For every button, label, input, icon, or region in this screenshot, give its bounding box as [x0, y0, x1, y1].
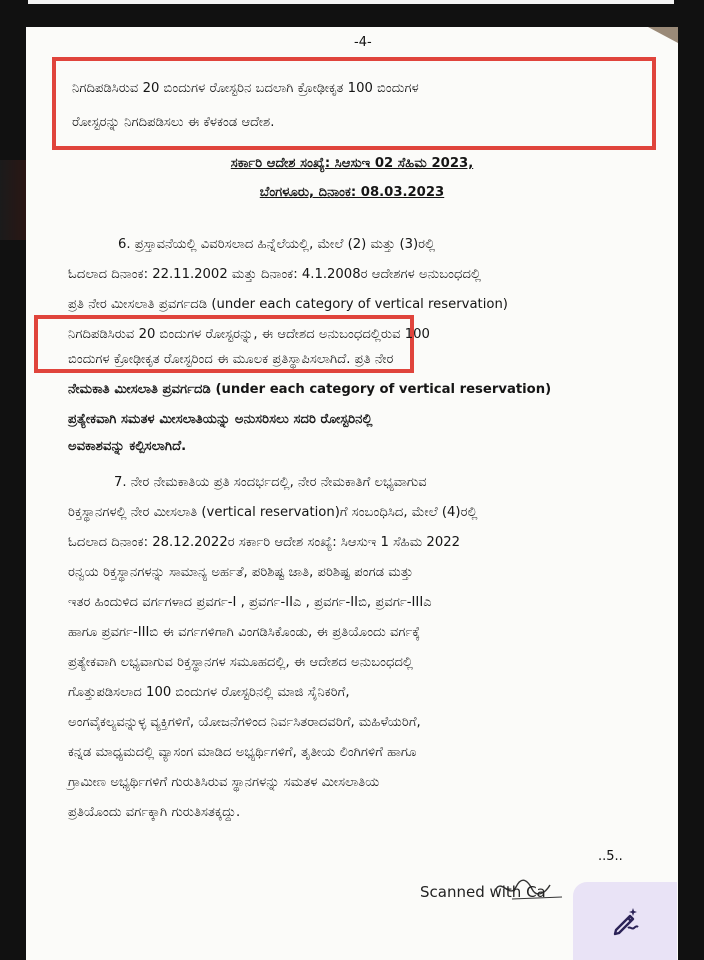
highlight-box-intro: [52, 57, 656, 150]
intro-line-2: ರೋಸ್ಟರನ್ನು ನಿಗದಿಪಡಿಸಲು ಈ ಕೆಳಕಂಡ ಆದೇಶ.: [72, 115, 275, 130]
intro-line-1: ನಿಗದಿಪಡಿಸಿರುವ 20 ಬಿಂದುಗಳ ರೋಸ್ಟರಿನ ಬದಲಾಗಿ ಕ್ರೋಢೀಕೃತ 100 ಬಿಂದುಗಳ: [72, 81, 419, 96]
para6-line-2: ಓದಲಾದ ದಿನಾಂಕ: 22.11.2002 ಮತ್ತು ದಿನಾಂಕ: 4.1.2008ರ ಆದೇಶಗಳ ಅನುಬಂಧದಲ್ಲಿ: [68, 267, 482, 282]
page-number: -4-: [354, 35, 372, 50]
para7-line-8: ಗೊತ್ತುಪಡಿಸಲಾದ 100 ಬಿಂದುಗಳ ರೋಸ್ಟರಿನಲ್ಲಿ ಮಾಜಿ ಸೈನಿಕರಿಗೆ,: [68, 685, 350, 700]
para6-line-7: ಪ್ರತ್ಯೇಕವಾಗಿ ಸಮತಳ ಮೀಸಲಾತಿಯನ್ನು ಅನುಸರಿಸಲು ಸದರಿ ರೋಸ್ಟರಿನಲ್ಲಿ: [68, 412, 373, 427]
order-date: ಬೆಂಗಳೂರು, ದಿನಾಂಕ: 08.03.2023: [259, 185, 445, 200]
continuation-mark: ..5..: [598, 849, 623, 864]
previous-page-edge: [28, 0, 674, 4]
page-fold: [648, 27, 678, 43]
order-number: ಸರ್ಕಾರಿ ಆದೇಶ ಸಂಖ್ಯೆ: ಸಿಆಸುಇ 02 ಸೆಹಿಮ 2023,: [230, 156, 474, 171]
para6-line-6: ನೇಮಕಾತಿ ಮೀಸಲಾತಿ ಪ್ರವರ್ಗದಡಿ (under each category of vertical reservation): [68, 382, 552, 397]
para7-line-10: ಕನ್ನಡ ಮಾಧ್ಯಮದಲ್ಲಿ ವ್ಯಾಸಂಗ ಮಾಡಿದ ಅಭ್ಯರ್ಥಿಗಳಿಗೆ, ತೃತೀಯ ಲಿಂಗಿಗಳಿಗೆ ಹಾಗೂ: [68, 745, 417, 760]
para7-line-9: ಅಂಗವೈಕಲ್ಯವನ್ನುಳ್ಳ ವ್ಯಕ್ತಿಗಳಿಗೆ, ಯೋಜನೆಗಳಿಂದ ನಿರ್ವಸಿತರಾದವರಿಗೆ, ಮಹಿಳೆಯರಿಗೆ,: [68, 715, 421, 730]
para7-line-3: ಓದಲಾದ ದಿನಾಂಕ: 28.12.2022ರ ಸರ್ಕಾರಿ ಆದೇಶ ಸಂಖ್ಯೆ: ಸಿಆಸುಇ 1 ಸೆಹಿಮ 2022: [68, 535, 460, 550]
para7-line-2: ರಿಕ್ತಸ್ಥಾನಗಳಲ್ಲಿ ನೇರ ಮೀಸಲಾತಿ (vertical reservation)ಗೆ ಸಂಬಂಧಿಸಿದ, ಮೇಲೆ (4)ರಲ್ಲಿ: [68, 505, 478, 520]
para6-line-8: ಅವಕಾಶವನ್ನು ಕಲ್ಪಿಸಲಾಗಿದೆ.: [68, 439, 187, 454]
scanned-with-label: Scanned with Ca: [420, 883, 546, 901]
para7-line-12: ಪ್ರತಿಯೊಂದು ವರ್ಗಕ್ಕಾಗಿ ಗುರುತಿಸತಕ್ಕದ್ದು.: [68, 805, 241, 820]
document-page: [26, 27, 678, 960]
pen-sparkle-icon: [608, 904, 642, 938]
edit-fab-button[interactable]: [573, 882, 677, 960]
para6-line-5: ಬಿಂದುಗಳ ಕ್ರೋಢೀಕೃತ ರೋಸ್ಟರಿಂದ ಈ ಮೂಲಕ ಪ್ರತಿಸ್ಥಾಪಿಸಲಾಗಿದೆ. ಪ್ರತಿ ನೇರ: [68, 352, 394, 367]
para7-line-11: ಗ್ರಾಮೀಣ ಅಭ್ಯರ್ಥಿಗಳಿಗೆ ಗುರುತಿಸಿರುವ ಸ್ಥಾನಗಳನ್ನು ಸಮತಳ ಮೀಸಲಾತಿಯ: [68, 775, 380, 790]
para7-line-7: ಪ್ರತ್ಯೇಕವಾಗಿ ಲಭ್ಯವಾಗುವ ರಿಕ್ತಸ್ಥಾನಗಳ ಸಮೂಹದಲ್ಲಿ, ಈ ಆದೇಶದ ಅನುಬಂಧದಲ್ಲಿ: [68, 655, 414, 670]
left-shadow: [0, 160, 26, 240]
para6-line-4: ನಿಗದಿಪಡಿಸಿರುವ 20 ಬಿಂದುಗಳ ರೋಸ್ಟರನ್ನು, ಈ ಆದೇಶದ ಅನುಬಂಧದಲ್ಲಿರುವ 100: [68, 327, 430, 342]
para7-line-4: ರನ್ವಯ ರಿಕ್ತಸ್ಥಾನಗಳನ್ನು ಸಾಮಾನ್ಯ ಅರ್ಹತೆ, ಪರಿಶಿಷ್ಟ ಜಾತಿ, ಪರಿಶಿಷ್ಟ ಪಂಗಡ ಮತ್ತು: [68, 565, 414, 580]
para6-line-3: ಪ್ರತಿ ನೇರ ಮೀಸಲಾತಿ ಪ್ರವರ್ಗದಡಿ (under each category of vertical reservation): [68, 297, 508, 312]
para6-line-1: 6. ಪ್ರಸ್ತಾವನೆಯಲ್ಲಿ ವಿವರಿಸಲಾದ ಹಿನ್ನೆಲೆಯಲ್ಲಿ, ಮೇಲೆ (2) ಮತ್ತು (3)ರಲ್ಲಿ: [118, 237, 436, 252]
para7-line-6: ಹಾಗೂ ಪ್ರವರ್ಗ-IIIಬಿ ಈ ವರ್ಗಗಳಿಗಾಗಿ ವಿಂಗಡಿಸಿಕೊಂಡು, ಈ ಪ್ರತಿಯೊಂದು ವರ್ಗಕ್ಕೆ: [68, 625, 421, 640]
para7-line-5: ಇತರ ಹಿಂದುಳಿದ ವರ್ಗಗಳಾದ ಪ್ರವರ್ಗ-I , ಪ್ರವರ್ಗ-IIಎ , ಪ್ರವರ್ಗ-IIಬಿ, ಪ್ರವರ್ಗ-IIIಎ: [68, 595, 432, 610]
para7-line-1: 7. ನೇರ ನೇಮಕಾತಿಯ ಪ್ರತಿ ಸಂದರ್ಭದಲ್ಲಿ, ನೇರ ನೇಮಕಾತಿಗೆ ಲಭ್ಯವಾಗುವ: [114, 475, 427, 490]
